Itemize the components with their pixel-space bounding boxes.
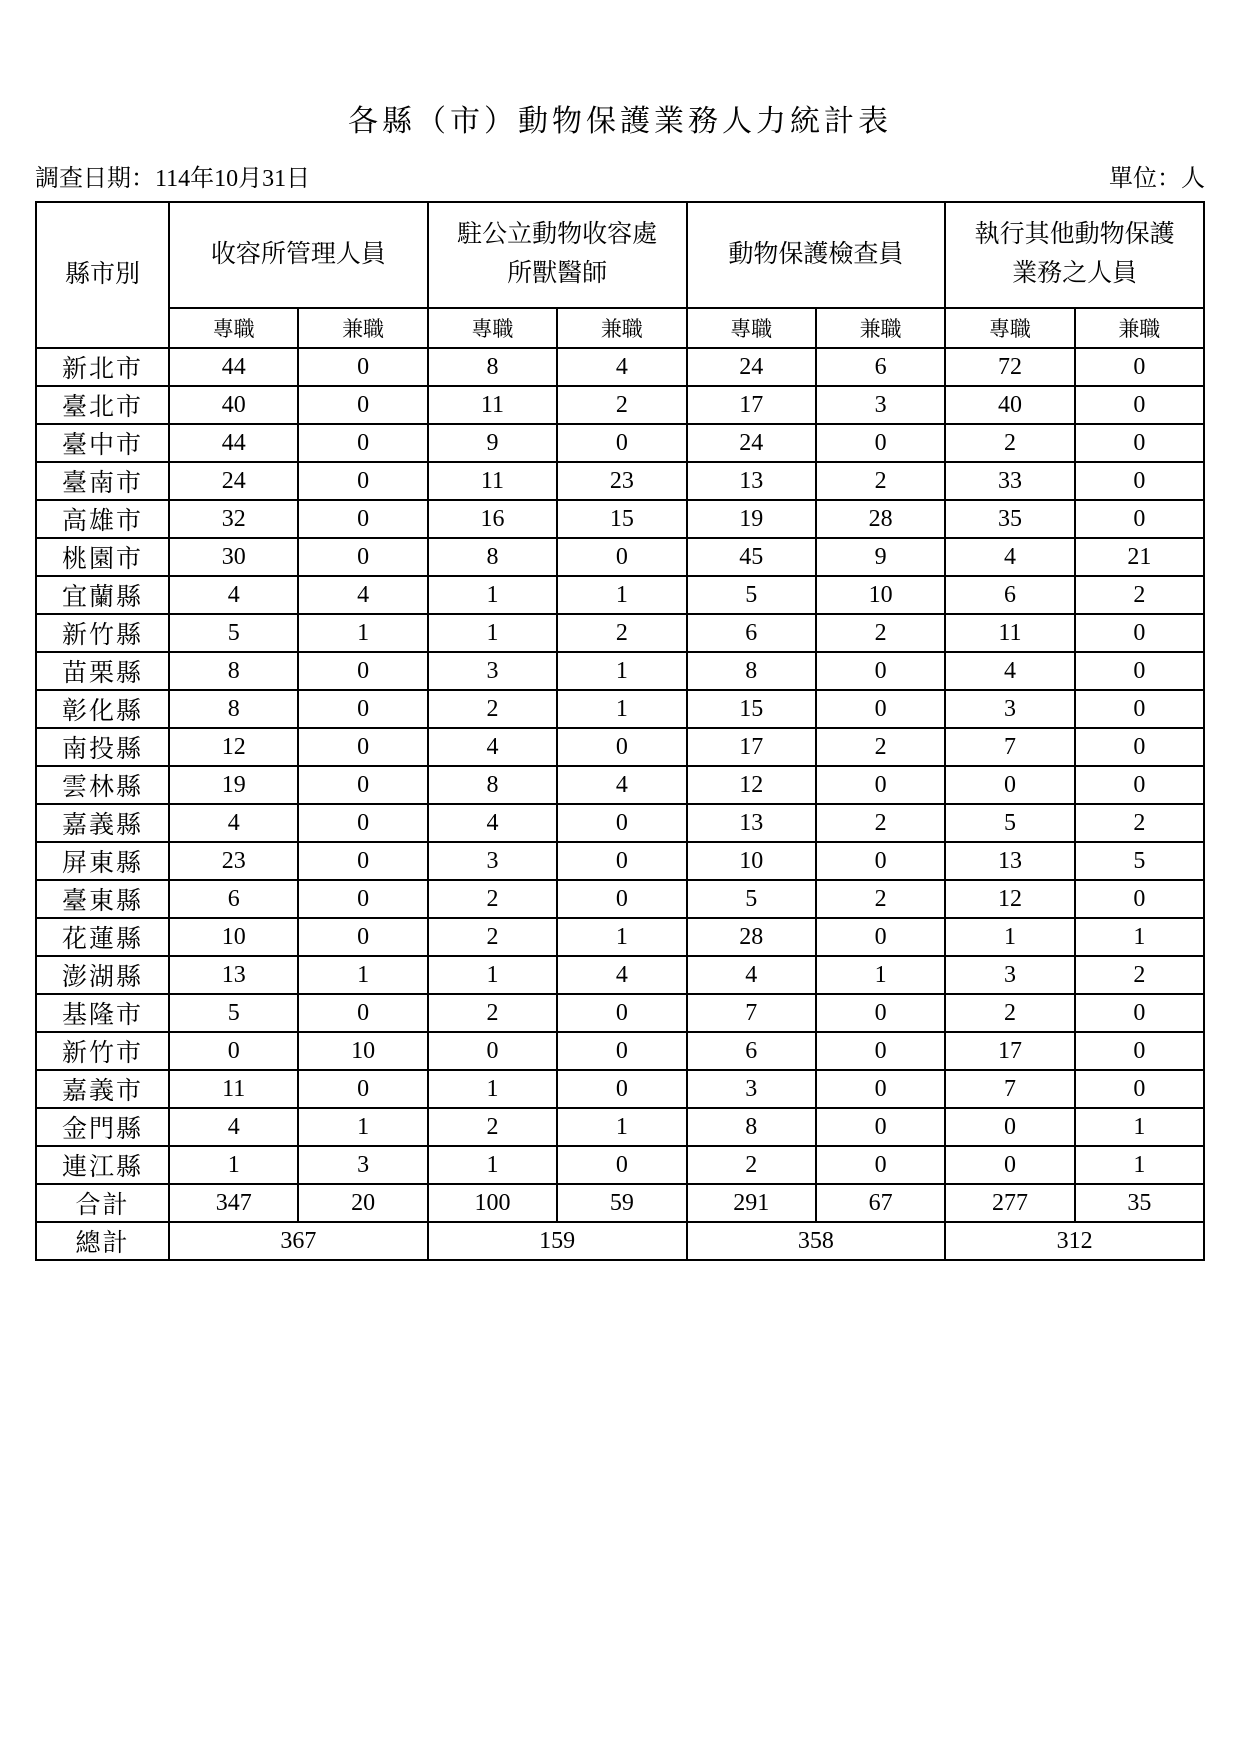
group-header-row	[36, 202, 1204, 308]
value-cell: 6	[687, 614, 816, 652]
value-cell: 11	[428, 462, 557, 500]
value-cell: 2	[816, 880, 945, 918]
value-cell: 17	[945, 1032, 1074, 1070]
row-header-county: 宜蘭縣	[36, 576, 169, 614]
value-cell: 159	[428, 1222, 687, 1260]
row-header-county: 新竹市	[36, 1032, 169, 1070]
value-cell: 0	[945, 1108, 1074, 1146]
value-cell: 0	[1075, 880, 1204, 918]
value-cell: 3	[298, 1146, 427, 1184]
row-header-county: 總計	[36, 1222, 169, 1260]
row-header-county: 新北市	[36, 348, 169, 386]
value-cell: 4	[428, 728, 557, 766]
value-cell: 10	[687, 842, 816, 880]
row-header-county: 彰化縣	[36, 690, 169, 728]
row-header-county: 花蓮縣	[36, 918, 169, 956]
value-cell: 72	[945, 348, 1074, 386]
value-cell: 0	[1075, 462, 1204, 500]
value-cell: 2	[1075, 956, 1204, 994]
column-group-shelter-veterinarians: 駐公立動物收容處所獸醫師	[428, 202, 687, 308]
table-row	[36, 956, 1204, 994]
table-row	[36, 690, 1204, 728]
personnel-statistics-table	[35, 201, 1205, 1261]
value-cell: 12	[687, 766, 816, 804]
value-cell: 0	[1075, 1070, 1204, 1108]
value-cell: 13	[687, 462, 816, 500]
value-cell: 3	[945, 690, 1074, 728]
value-cell: 2	[1075, 804, 1204, 842]
unit-label: 單位：人	[1109, 166, 1205, 192]
value-cell: 6	[945, 576, 1074, 614]
value-cell: 4	[428, 804, 557, 842]
value-cell: 0	[816, 1108, 945, 1146]
value-cell: 0	[298, 652, 427, 690]
value-cell: 1	[169, 1146, 298, 1184]
value-cell: 0	[298, 538, 427, 576]
row-header-county: 金門縣	[36, 1108, 169, 1146]
value-cell: 32	[169, 500, 298, 538]
table-row	[36, 766, 1204, 804]
table-row	[36, 652, 1204, 690]
total-row	[36, 1184, 1204, 1222]
value-cell: 40	[169, 386, 298, 424]
value-cell: 10	[816, 576, 945, 614]
value-cell: 17	[687, 386, 816, 424]
column-header-parttime: 兼職	[557, 308, 686, 348]
value-cell: 0	[1075, 348, 1204, 386]
value-cell: 7	[945, 1070, 1074, 1108]
row-header-county: 桃園市	[36, 538, 169, 576]
value-cell: 0	[298, 348, 427, 386]
value-cell: 3	[428, 842, 557, 880]
value-cell: 1	[557, 918, 686, 956]
value-cell: 5	[169, 614, 298, 652]
value-cell: 44	[169, 424, 298, 462]
value-cell: 44	[169, 348, 298, 386]
row-header-county: 基隆市	[36, 994, 169, 1032]
value-cell: 0	[1075, 728, 1204, 766]
table-row	[36, 500, 1204, 538]
column-header-parttime: 兼職	[816, 308, 945, 348]
value-cell: 2	[816, 614, 945, 652]
value-cell: 7	[945, 728, 1074, 766]
table-body	[36, 348, 1204, 1260]
column-group-other-personnel: 執行其他動物保護業務之人員	[945, 202, 1204, 308]
value-cell: 0	[945, 766, 1074, 804]
value-cell: 6	[816, 348, 945, 386]
value-cell: 8	[169, 652, 298, 690]
value-cell: 13	[169, 956, 298, 994]
value-cell: 1	[428, 1070, 557, 1108]
table-row	[36, 348, 1204, 386]
table-row	[36, 462, 1204, 500]
value-cell: 24	[687, 348, 816, 386]
value-cell: 21	[1075, 538, 1204, 576]
value-cell: 33	[945, 462, 1074, 500]
value-cell: 0	[816, 994, 945, 1032]
table-row	[36, 880, 1204, 918]
value-cell: 1	[428, 614, 557, 652]
value-cell: 1	[1075, 918, 1204, 956]
value-cell: 15	[687, 690, 816, 728]
column-header-fulltime: 專職	[687, 308, 816, 348]
table-row	[36, 804, 1204, 842]
value-cell: 291	[687, 1184, 816, 1222]
value-cell: 367	[169, 1222, 428, 1260]
meta-row	[35, 158, 1205, 193]
value-cell: 3	[945, 956, 1074, 994]
value-cell: 8	[428, 538, 557, 576]
value-cell: 11	[169, 1070, 298, 1108]
value-cell: 0	[816, 766, 945, 804]
value-cell: 0	[557, 880, 686, 918]
value-cell: 20	[298, 1184, 427, 1222]
value-cell: 4	[169, 804, 298, 842]
value-cell: 0	[557, 538, 686, 576]
table-row	[36, 918, 1204, 956]
row-header-county: 屏東縣	[36, 842, 169, 880]
row-header-county: 新竹縣	[36, 614, 169, 652]
table-row	[36, 424, 1204, 462]
value-cell: 23	[557, 462, 686, 500]
value-cell: 0	[816, 1032, 945, 1070]
value-cell: 0	[1075, 1032, 1204, 1070]
value-cell: 0	[298, 918, 427, 956]
value-cell: 24	[169, 462, 298, 500]
value-cell: 1	[557, 576, 686, 614]
value-cell: 2	[557, 614, 686, 652]
value-cell: 4	[557, 956, 686, 994]
value-cell: 0	[298, 842, 427, 880]
value-cell: 0	[1075, 614, 1204, 652]
value-cell: 0	[298, 424, 427, 462]
value-cell: 0	[816, 1146, 945, 1184]
value-cell: 0	[298, 880, 427, 918]
row-header-county: 高雄市	[36, 500, 169, 538]
value-cell: 35	[1075, 1184, 1204, 1222]
value-cell: 13	[945, 842, 1074, 880]
value-cell: 1	[557, 1108, 686, 1146]
value-cell: 5	[169, 994, 298, 1032]
row-header-county: 嘉義縣	[36, 804, 169, 842]
value-cell: 0	[816, 690, 945, 728]
value-cell: 35	[945, 500, 1074, 538]
value-cell: 312	[945, 1222, 1204, 1260]
value-cell: 8	[428, 766, 557, 804]
value-cell: 0	[816, 842, 945, 880]
table-row	[36, 842, 1204, 880]
value-cell: 30	[169, 538, 298, 576]
value-cell: 0	[1075, 500, 1204, 538]
table-row	[36, 1146, 1204, 1184]
value-cell: 0	[169, 1032, 298, 1070]
value-cell: 0	[816, 1070, 945, 1108]
value-cell: 40	[945, 386, 1074, 424]
value-cell: 2	[816, 728, 945, 766]
value-cell: 2	[945, 424, 1074, 462]
value-cell: 1	[428, 1146, 557, 1184]
value-cell: 1	[945, 918, 1074, 956]
row-header-county: 臺東縣	[36, 880, 169, 918]
value-cell: 15	[557, 500, 686, 538]
value-cell: 1	[298, 1108, 427, 1146]
value-cell: 0	[298, 386, 427, 424]
value-cell: 277	[945, 1184, 1074, 1222]
value-cell: 1	[816, 956, 945, 994]
value-cell: 0	[298, 766, 427, 804]
value-cell: 2	[816, 804, 945, 842]
value-cell: 0	[428, 1032, 557, 1070]
value-cell: 0	[1075, 766, 1204, 804]
value-cell: 0	[1075, 386, 1204, 424]
table-header	[36, 202, 1204, 348]
row-header-county: 苗栗縣	[36, 652, 169, 690]
value-cell: 28	[687, 918, 816, 956]
table-row	[36, 728, 1204, 766]
value-cell: 2	[428, 994, 557, 1032]
value-cell: 1	[428, 956, 557, 994]
value-cell: 2	[816, 462, 945, 500]
value-cell: 7	[687, 994, 816, 1032]
value-cell: 0	[298, 690, 427, 728]
value-cell: 358	[687, 1222, 946, 1260]
row-header-county: 臺北市	[36, 386, 169, 424]
value-cell: 100	[428, 1184, 557, 1222]
value-cell: 12	[945, 880, 1074, 918]
value-cell: 13	[687, 804, 816, 842]
column-header-parttime: 兼職	[298, 308, 427, 348]
value-cell: 45	[687, 538, 816, 576]
sub-header-row	[36, 308, 1204, 348]
value-cell: 6	[169, 880, 298, 918]
row-header-county: 南投縣	[36, 728, 169, 766]
value-cell: 0	[557, 424, 686, 462]
value-cell: 2	[428, 880, 557, 918]
grand-total-row	[36, 1222, 1204, 1260]
value-cell: 4	[557, 766, 686, 804]
column-group-shelter-managers: 收容所管理人員	[169, 202, 428, 308]
column-header-fulltime: 專職	[945, 308, 1074, 348]
value-cell: 23	[169, 842, 298, 880]
value-cell: 4	[945, 538, 1074, 576]
value-cell: 9	[816, 538, 945, 576]
value-cell: 1	[1075, 1146, 1204, 1184]
row-header-county: 臺中市	[36, 424, 169, 462]
document-title: 各縣（市）動物保護業務人力統計表	[348, 105, 892, 138]
value-cell: 4	[298, 576, 427, 614]
value-cell: 0	[1075, 424, 1204, 462]
value-cell: 4	[687, 956, 816, 994]
value-cell: 0	[816, 652, 945, 690]
row-header-county: 合計	[36, 1184, 169, 1222]
value-cell: 0	[1075, 652, 1204, 690]
value-cell: 10	[298, 1032, 427, 1070]
value-cell: 0	[298, 1070, 427, 1108]
value-cell: 16	[428, 500, 557, 538]
value-cell: 10	[169, 918, 298, 956]
value-cell: 0	[298, 804, 427, 842]
value-cell: 0	[816, 424, 945, 462]
value-cell: 4	[169, 576, 298, 614]
table-row	[36, 576, 1204, 614]
table-row	[36, 1070, 1204, 1108]
value-cell: 4	[169, 1108, 298, 1146]
value-cell: 8	[169, 690, 298, 728]
value-cell: 1	[1075, 1108, 1204, 1146]
value-cell: 19	[169, 766, 298, 804]
value-cell: 0	[557, 1032, 686, 1070]
value-cell: 59	[557, 1184, 686, 1222]
table-row	[36, 994, 1204, 1032]
row-header-county: 嘉義市	[36, 1070, 169, 1108]
value-cell: 67	[816, 1184, 945, 1222]
value-cell: 0	[557, 994, 686, 1032]
table-row	[36, 1108, 1204, 1146]
value-cell: 0	[557, 1146, 686, 1184]
row-header-county: 澎湖縣	[36, 956, 169, 994]
value-cell: 0	[557, 842, 686, 880]
value-cell: 4	[557, 348, 686, 386]
value-cell: 0	[945, 1146, 1074, 1184]
value-cell: 0	[1075, 690, 1204, 728]
value-cell: 2	[687, 1146, 816, 1184]
value-cell: 3	[687, 1070, 816, 1108]
value-cell: 1	[428, 576, 557, 614]
value-cell: 2	[428, 918, 557, 956]
value-cell: 0	[557, 728, 686, 766]
column-group-protection-inspectors: 動物保護檢查員	[687, 202, 946, 308]
value-cell: 17	[687, 728, 816, 766]
column-header-fulltime: 專職	[169, 308, 298, 348]
value-cell: 8	[428, 348, 557, 386]
value-cell: 0	[298, 728, 427, 766]
value-cell: 2	[428, 1108, 557, 1146]
value-cell: 2	[945, 994, 1074, 1032]
value-cell: 1	[298, 956, 427, 994]
value-cell: 0	[816, 918, 945, 956]
column-header-county: 縣市別	[36, 202, 169, 348]
value-cell: 28	[816, 500, 945, 538]
table-row	[36, 538, 1204, 576]
value-cell: 2	[428, 690, 557, 728]
value-cell: 347	[169, 1184, 298, 1222]
value-cell: 5	[687, 576, 816, 614]
value-cell: 2	[557, 386, 686, 424]
row-header-county: 連江縣	[36, 1146, 169, 1184]
value-cell: 0	[298, 462, 427, 500]
value-cell: 0	[1075, 994, 1204, 1032]
value-cell: 6	[687, 1032, 816, 1070]
column-header-parttime: 兼職	[1075, 308, 1204, 348]
value-cell: 0	[557, 804, 686, 842]
table-row	[36, 386, 1204, 424]
value-cell: 0	[298, 500, 427, 538]
row-header-county: 臺南市	[36, 462, 169, 500]
column-header-fulltime: 專職	[428, 308, 557, 348]
value-cell: 1	[557, 690, 686, 728]
survey-date-label: 調查日期：114年10月31日	[35, 166, 311, 192]
value-cell: 4	[945, 652, 1074, 690]
value-cell: 5	[945, 804, 1074, 842]
value-cell: 8	[687, 652, 816, 690]
value-cell: 11	[428, 386, 557, 424]
value-cell: 1	[298, 614, 427, 652]
value-cell: 5	[687, 880, 816, 918]
value-cell: 12	[169, 728, 298, 766]
value-cell: 24	[687, 424, 816, 462]
value-cell: 19	[687, 500, 816, 538]
value-cell: 2	[1075, 576, 1204, 614]
value-cell: 0	[298, 994, 427, 1032]
table-row	[36, 614, 1204, 652]
value-cell: 3	[428, 652, 557, 690]
value-cell: 3	[816, 386, 945, 424]
value-cell: 11	[945, 614, 1074, 652]
value-cell: 9	[428, 424, 557, 462]
value-cell: 1	[557, 652, 686, 690]
row-header-county: 雲林縣	[36, 766, 169, 804]
value-cell: 5	[1075, 842, 1204, 880]
value-cell: 8	[687, 1108, 816, 1146]
table-row	[36, 1032, 1204, 1070]
value-cell: 0	[557, 1070, 686, 1108]
